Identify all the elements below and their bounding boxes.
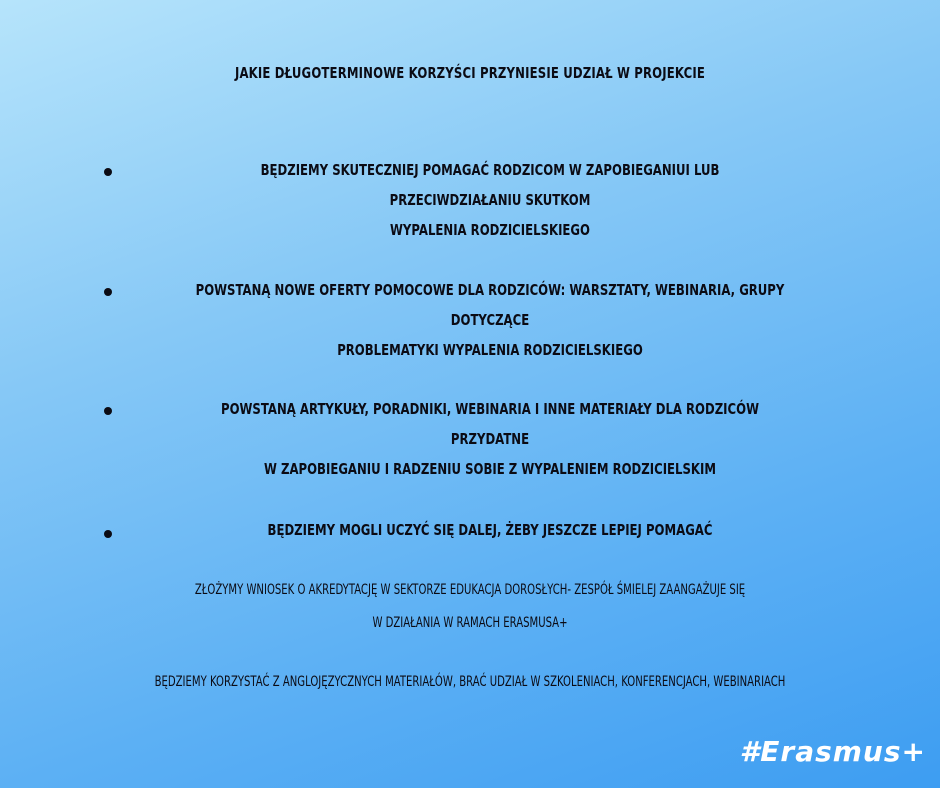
page-heading: JAKIE DŁUGOTERMINOWE KORZYŚCI PRZYNIESIE UDZIAŁ W PROJEKCIE [234, 64, 706, 82]
benefit-item-1-line1: BĘDZIEMY SKUTECZNIEJ POMAGAĆ RODZICOM W ZAPOBIEGANIUI LUB PRZECIWDZIAŁANIU SKUTKOM [260, 161, 720, 209]
accreditation-line1: ZŁOŻYMY WNIOSEK O AKREDYTACJĘ W SEKTORZE EDUKACJA DOROSŁYCH- ZESPÓŁ ŚMIELEJ ZAANGAŻUJE SIĘ [194, 582, 746, 598]
benefit-item-1-line2: WYPALENIA RODZICIELSKIEGO [390, 221, 590, 239]
benefit-item-3 [194, 394, 787, 484]
accreditation-line2: W DZIAŁANIA W RAMACH ERASMUSA+ [372, 615, 568, 631]
bullet-dot-1 [104, 168, 112, 176]
benefit-item-2 [194, 275, 787, 365]
benefit-item-1 [194, 155, 787, 245]
benefit-item-3-line1: POWSTANĄ ARTYKUŁY, PORADNIKI, WEBINARIA I INNE MATERIAŁY DLA RODZICÓW PRZYDATNE [221, 400, 759, 448]
accreditation-paragraph [132, 575, 809, 638]
materials-paragraph: BĘDZIEMY KORZYSTAĆ Z ANGLOJĘZYCZNYCH MATERIAŁÓW, BRAĆ UDZIAŁ W SZKOLENIACH, KONFERENCJACH, WEBINARIACH [154, 674, 786, 690]
bullet-dot-2 [104, 288, 112, 296]
bullet-dot-3 [104, 407, 112, 415]
erasmus-hashtag-logo: #Erasmus+ [739, 735, 926, 768]
benefit-item-4-line1: BĘDZIEMY MOGLI UCZYĆ SIĘ DALEJ, ŻEBY JESZCZE LEPIEJ POMAGAĆ [267, 521, 713, 539]
benefit-item-4 [194, 515, 787, 545]
bullet-dot-4 [104, 530, 112, 538]
benefit-item-3-line2: W ZAPOBIEGANIU I RADZENIU SOBIE Z WYPALENIEM RODZICIELSKIM [264, 460, 716, 478]
benefit-item-2-line2: PROBLEMATYKI WYPALENIA RODZICIELSKIEGO [337, 341, 643, 359]
benefit-item-2-line1: POWSTANĄ NOWE OFERTY POMOCOWE DLA RODZICÓW: WARSZTATY, WEBINARIA, GRUPY DOTYCZĄCE [195, 281, 785, 329]
